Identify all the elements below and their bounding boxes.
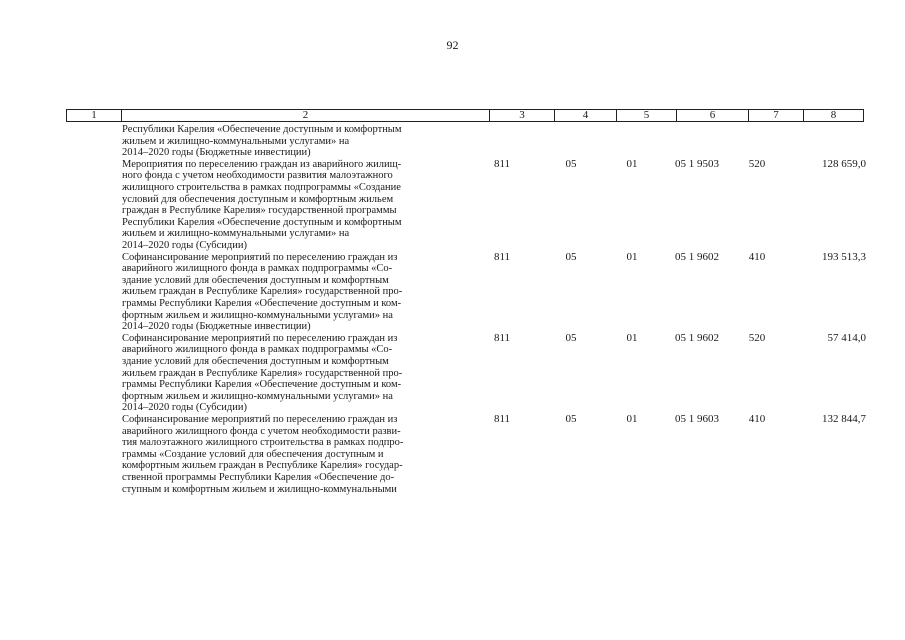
description-line: Республики Карелия «Обеспечение доступным и комфортным bbox=[122, 216, 402, 228]
cell-subsection: 01 bbox=[626, 331, 638, 344]
description-line: граммы Республики Карелия «Обеспечение доступным и ком- bbox=[122, 379, 402, 391]
description-line: здание условий для обеспечения доступным и комфортным bbox=[122, 355, 389, 367]
cell-target-article: 05 1 9602 bbox=[675, 331, 719, 344]
cell-target-article: 05 1 9603 bbox=[675, 412, 719, 425]
table-body bbox=[0, 124, 905, 495]
cell-amount: 128 659,0 bbox=[822, 157, 866, 170]
row-description bbox=[122, 159, 444, 252]
cell-section: 05 bbox=[565, 412, 577, 425]
description-line: граммы «Создание условий для обеспечения доступным и bbox=[122, 448, 384, 460]
description-line: жильем граждан в Республике Карелия» государственной про- bbox=[122, 286, 403, 298]
description-line: Софинансирование мероприятий по переселению граждан из bbox=[122, 413, 398, 425]
table-row bbox=[0, 159, 905, 252]
description-line: 2014–2020 годы (Бюджетные инвестиции) bbox=[122, 147, 311, 159]
description-line: фортным жильем и жилищно-коммунальными услугами» на bbox=[122, 309, 393, 321]
cell-section: 05 bbox=[565, 157, 577, 170]
description-line: Мероприятия по переселению граждан из аварийного жилищ- bbox=[122, 158, 402, 170]
cell-section: 05 bbox=[565, 331, 577, 344]
description-line: граждан в Республике Карелия» государственной программы bbox=[122, 205, 397, 217]
cell-subsection: 01 bbox=[626, 157, 638, 170]
description-line: ступным и комфортным жильем и жилищно-коммунальными bbox=[122, 483, 397, 495]
cell-subsection: 01 bbox=[626, 412, 638, 425]
table-row bbox=[0, 333, 905, 414]
cell-section: 05 bbox=[565, 250, 577, 263]
column-header-2: 2 bbox=[122, 110, 490, 122]
cell-expense-type: 410 bbox=[748, 412, 766, 425]
description-line: ственной программы Республики Карелия «Обеспечение до- bbox=[122, 471, 395, 483]
table-row bbox=[0, 252, 905, 333]
description-line: здание условий для обеспечения доступным и комфортным bbox=[122, 274, 389, 286]
description-line: 2014–2020 годы (Субсидии) bbox=[122, 402, 247, 414]
cell-expense-type: 520 bbox=[748, 331, 766, 344]
description-line: жильем и жилищно-коммунальными услугами» на bbox=[122, 228, 350, 240]
description-line: жилищного строительства в рамках подпрограммы «Создание bbox=[122, 181, 401, 193]
page-number: 92 bbox=[446, 38, 459, 52]
row-description bbox=[122, 252, 444, 333]
description-line: аварийного жилищного фонда в рамках подпрограммы «Со- bbox=[122, 263, 393, 275]
description-line: условий для обеспечения доступным и комфортным жильем bbox=[122, 193, 394, 205]
table-row bbox=[0, 124, 905, 159]
description-line: ного фонда с учетом необходимости развития малоэтажного bbox=[122, 170, 393, 182]
description-line: аварийного жилищного фонда в рамках подпрограммы «Со- bbox=[122, 344, 393, 356]
column-header-1: 1 bbox=[67, 110, 122, 122]
table-row bbox=[0, 414, 905, 495]
cell-expense-type: 410 bbox=[748, 250, 766, 263]
cell-subsection: 01 bbox=[626, 250, 638, 263]
column-header-7: 7 bbox=[749, 110, 804, 122]
description-line: 2014–2020 годы (Бюджетные инвестиции) bbox=[122, 321, 311, 333]
cell-target-article: 05 1 9602 bbox=[675, 250, 719, 263]
cell-ministry-code: 811 bbox=[493, 331, 511, 344]
description-line: жильем и жилищно-коммунальными услугами» на bbox=[122, 135, 350, 147]
description-line: аварийного жилищного фонда с учетом необходимости разви- bbox=[122, 425, 401, 437]
description-line: Софинансирование мероприятий по переселению граждан из bbox=[122, 251, 398, 263]
row-description bbox=[122, 124, 444, 159]
description-line: Софинансирование мероприятий по переселению граждан из bbox=[122, 332, 398, 344]
cell-ministry-code: 811 bbox=[493, 250, 511, 263]
description-line: Республики Карелия «Обеспечение доступным и комфортным bbox=[122, 124, 402, 135]
column-header-row bbox=[66, 109, 864, 122]
description-line: фортным жильем и жилищно-коммунальными услугами» на bbox=[122, 390, 393, 402]
description-line: жильем граждан в Республике Карелия» государственной про- bbox=[122, 367, 403, 379]
description-line: комфортным жильем граждан в Республике Карелия» государ- bbox=[122, 460, 403, 472]
row-description bbox=[122, 333, 444, 414]
column-header-5: 5 bbox=[617, 110, 677, 122]
cell-amount: 193 513,3 bbox=[822, 250, 866, 263]
cell-expense-type: 520 bbox=[748, 157, 766, 170]
cell-amount: 132 844,7 bbox=[822, 412, 866, 425]
cell-amount: 57 414,0 bbox=[827, 331, 866, 344]
description-line: 2014–2020 годы (Субсидии) bbox=[122, 239, 247, 251]
cell-target-article: 05 1 9503 bbox=[675, 157, 719, 170]
cell-ministry-code: 811 bbox=[493, 412, 511, 425]
column-header-6: 6 bbox=[677, 110, 749, 122]
description-line: граммы Республики Карелия «Обеспечение доступным и ком- bbox=[122, 297, 402, 309]
cell-ministry-code: 811 bbox=[493, 157, 511, 170]
column-header-8: 8 bbox=[804, 110, 864, 122]
description-line: тия малоэтажного жилищного строительства в рамках подпро- bbox=[122, 437, 404, 449]
row-description bbox=[122, 414, 444, 495]
column-header-3: 3 bbox=[490, 110, 555, 122]
column-header-4: 4 bbox=[555, 110, 617, 122]
